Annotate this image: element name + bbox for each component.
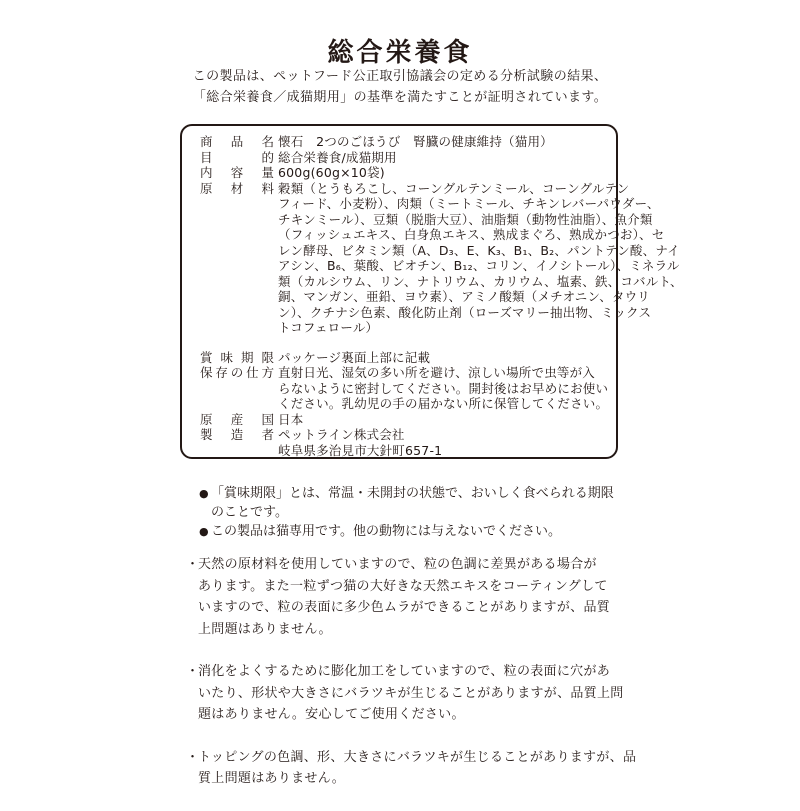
caution-line: あります。また一粒ずつ猫の大好きな天然エキスをコーティングして [198,578,608,594]
label-char: 名 [261,134,274,149]
label-char: 内 [200,165,213,180]
ingredients-line: アシン、B₆、葉酸、ビオチン、B₁₂、コリン、イノシトール）、ミネラル [278,258,680,273]
intro-text [0,66,800,108]
bullet-icon: ● [199,525,209,538]
storage-label [200,365,274,412]
label-char: 者 [261,427,274,442]
best-before-label [200,350,274,366]
ingredients-line: （フィッシュエキス、白身魚エキス、熟成まぐろ、熟成かつお）、セ [278,227,665,242]
storage-line: ください。乳幼児の手の届かない所に保管してください。 [278,396,609,411]
best-before-row [200,350,606,366]
label-char: 製 [200,427,213,442]
intro-line: この製品は、ペットフード公正取引協議会の定める分析試験の結果、 [192,69,608,84]
maker-row [200,427,606,458]
label-char: 原 [200,411,213,427]
label-char: 方 [261,365,274,380]
product-info-table [180,124,683,459]
ingredients-line: 穀類（とうもろこし、コーングルテンミール、コーングルテン [278,180,630,196]
caution-item [186,747,636,790]
storage-line: らないように密封してください。開封後はお早めにお使い [278,380,609,396]
caution-line: いたり、形状や大きさにバラツキが生じることがありますが、品質上問 [198,685,624,701]
label-char: 保 [200,365,213,380]
label-char: 賞 [200,349,213,365]
maker-label [200,427,274,458]
origin-row [200,412,606,428]
purpose-label [200,150,274,166]
caution-item [186,554,636,640]
caution-line: 消化をよくするために膨化加工をしていますので、粒の表面に穴があ [198,664,611,679]
purpose-value: 総合栄養食/成猫期用 [278,149,397,165]
caution-line: 上問題はありません。 [198,621,332,637]
product-name-value: 懐石 2つのごほうび 腎臓の健康維持（猫用） [278,134,553,149]
notes-list [199,484,614,541]
dot-icon: ・ [186,664,200,679]
label-char: 国 [261,411,274,427]
product-name-label [200,134,274,150]
label-char: 造 [230,427,244,442]
purpose-row [200,150,606,166]
ingredients-line: チキンミール）、豆類（脱脂大豆）、油脂類（動物性油脂）、魚介類 [278,211,653,227]
note-item [199,484,614,522]
note-line: この製品は猫専用です。他の動物には与えないでください。 [211,524,561,539]
ingredients-line: 類（カルシウム、リン、ナトリウム、カリウム、塩素、鉄、コバルト、 [278,273,683,289]
label-char: 量 [261,165,274,180]
dot-icon: ・ [186,557,200,572]
storage-row [200,365,609,412]
origin-value: 日本 [278,411,304,427]
dot-icon: ・ [186,749,200,765]
ingredients-line: フィード、小麦粉）、肉類（ミートミール、チキンレバーパウダー、 [278,196,660,211]
label-char: 原 [200,180,213,196]
label-char: 的 [261,149,274,165]
label-char: の [230,365,244,380]
ingredients-line: トコフェロール） [278,320,379,335]
label-char: 期 [240,349,254,365]
maker-line: 岐阜県多治見市大針町657-1 [278,442,443,458]
contents-row [200,165,606,181]
label-char: 産 [230,411,244,427]
caution-item [186,661,636,726]
ingredients-label [200,181,274,336]
label-char: 料 [261,180,274,196]
product-name-row [200,134,606,150]
best-before-value: パッケージ裏面上部に記載 [278,349,431,365]
ingredients-row [200,180,683,336]
page-title: 総合栄養食 [327,38,473,68]
caution-line: いますので、粒の表面に多少色ムラができることがありますが、品質 [198,600,611,615]
caution-line: トッピングの色調、形、大きさにバラツキが生じることがありますが、品 [198,749,637,765]
contents-label [200,165,274,181]
ingredients-line: ン）、クチナシ色素、酸化防止剤（ローズマリー抽出物、ミックス [278,304,652,320]
note-line: のことです。 [211,505,288,520]
storage-value [278,365,608,412]
ingredients-line: 銅、マンガン、亜鉛、ヨウ素）、アミノ酸類（メチオニン、タウリ [278,289,651,304]
label-char: 材 [230,180,244,196]
bullet-icon: ● [199,487,209,500]
caution-list [186,554,636,811]
caution-line: 質上問題はありません。 [198,771,346,786]
label-char: 仕 [246,365,259,380]
caution-line: 天然の原材料を使用していますので、粒の色調に差異がある場合が [198,557,597,572]
ingredients-value [278,181,683,336]
caution-line: 題はありません。安心してご使用ください。 [198,707,465,722]
maker-value [278,427,606,458]
label-char: 商 [200,134,213,149]
label-char: 味 [220,349,233,365]
origin-label [200,412,274,428]
contents-value: 600g(60g×10袋) [278,165,385,180]
storage-line: 直射日光、湿気の多い所を避け、涼しい場所で虫等が入 [278,365,596,380]
label-char: 存 [215,365,228,380]
maker-line: ペットライン株式会社 [278,427,405,442]
intro-line: 「総合栄養食／成猫期用」の基準を満たすことが証明されています。 [192,90,608,105]
label-char: 品 [230,134,244,149]
note-item [199,522,614,541]
label-char: 限 [261,349,274,365]
ingredients-line: レン酵母、ビタミン類（A、D₃、E、K₃、B₁、B₂、パントテン酸、ナイ [278,242,680,258]
label-char: 目 [200,149,213,165]
note-line: 「賞味期限」とは、常温・未開封の状態で、おいしく食べられる期限 [211,486,614,501]
label-char: 容 [230,165,244,180]
